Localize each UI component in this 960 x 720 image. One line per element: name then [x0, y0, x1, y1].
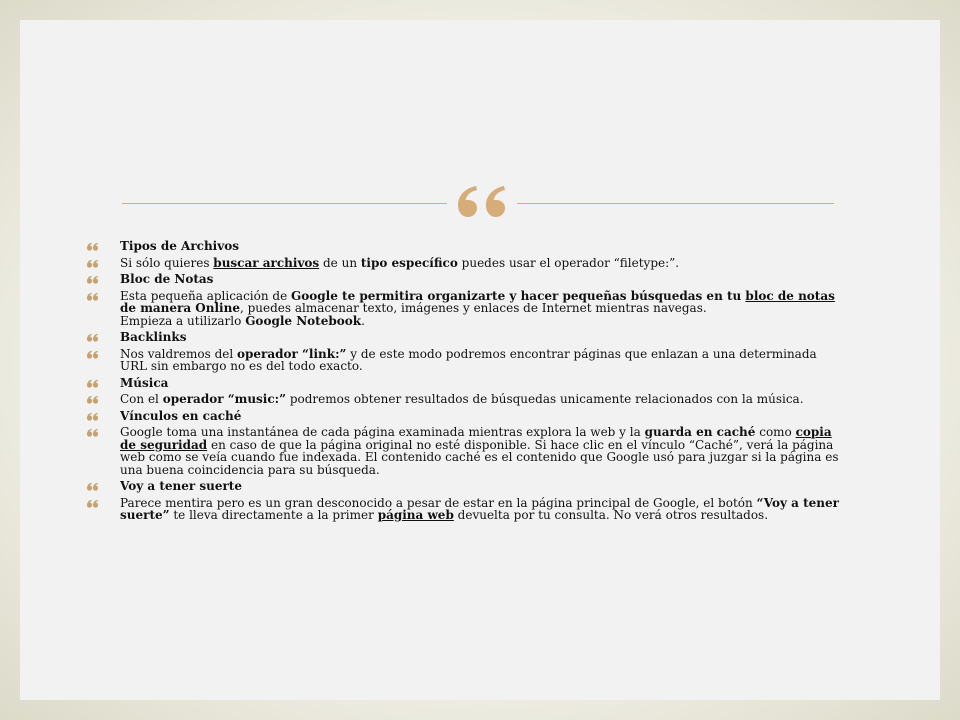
bold-text: operador “music:”: [162, 392, 287, 406]
list-item: [86, 257, 842, 270]
list-item: [86, 377, 842, 390]
link-bloc-de-notas[interactable]: bloc de notas: [745, 288, 835, 303]
list-item: [86, 410, 842, 423]
quote-bullet-icon: [86, 350, 100, 360]
list-item: [86, 426, 842, 476]
quote-bullet-icon: [86, 482, 100, 492]
text: Con el: [120, 392, 163, 406]
quote-bullet-icon: [86, 499, 100, 509]
quote-bullet-icon: [86, 292, 100, 302]
list-item: [86, 273, 842, 286]
list-item: [86, 480, 842, 493]
text: de un: [319, 255, 361, 270]
text: Esta pequeña aplicación de: [120, 288, 292, 303]
heading-bloc-de-notas: Bloc de Notas: [120, 272, 214, 286]
link-pagina-web[interactable]: página web: [377, 508, 454, 522]
heading-musica: Música: [120, 375, 169, 390]
heading-voy-a-tener-suerte: Voy a tener suerte: [120, 479, 242, 493]
bold-text: Google Notebook: [245, 313, 362, 328]
quote-logo: [447, 180, 517, 224]
text: Nos valdremos del: [120, 346, 237, 361]
text: en caso de que la página original no esté disponible. Si hace clic en el vínculo “Caché”, verá la página web como se veía cuando fue indexada. El contenido caché es el contenido que Google usó para juzgar si la página es una buena coincidencia para su búsqueda.: [120, 437, 839, 477]
list-item: [86, 290, 842, 328]
quote-bullet-icon: [86, 379, 100, 389]
link-copia-de-seguridad[interactable]: copia de seguridad: [120, 425, 832, 452]
text: devuelta por tu consulta. No verá otros resultados.: [453, 508, 769, 522]
list-item: [86, 393, 842, 406]
list-item: [86, 497, 842, 522]
quote-bullet-icon: [86, 259, 100, 269]
text: Empieza a utilizarlo: [120, 313, 246, 328]
quote-bullet-icon: [86, 428, 100, 438]
quote-bullet-icon: [86, 333, 100, 343]
heading-backlinks: Backlinks: [120, 330, 187, 344]
list-item: [86, 348, 842, 373]
text: como: [755, 425, 796, 439]
double-quote-icon: [454, 182, 510, 222]
text: puedes usar el operador “filetype:”.: [457, 255, 680, 270]
text: , puedes almacenar texto, imágenes y enlaces de Internet mientras navegas.: [239, 301, 707, 315]
bold-text: de manera Online: [120, 301, 240, 315]
link-buscar-archivos[interactable]: buscar archivos: [213, 255, 320, 270]
text: y de este modo podremos encontrar páginas que enlazan a una determinada URL sin embargo no es del todo exacto.: [120, 346, 817, 373]
bold-text: guarda en caché: [644, 425, 756, 439]
bold-text: Google te permitira organizarte y hacer pequeñas búsquedas en tu: [291, 288, 746, 303]
heading-vinculos-en-cache: Vínculos en caché: [120, 408, 242, 423]
list-item: [86, 331, 842, 344]
text: Google toma una instantánea de cada página examinada mientras explora la web y la: [120, 425, 645, 439]
text: .: [361, 313, 365, 328]
heading-tipos-de-archivos: Tipos de Archivos: [120, 239, 239, 253]
quote-bullet-icon: [86, 275, 100, 285]
bullet-list: [86, 240, 842, 526]
bold-text: “Voy a tener suerte”: [120, 495, 839, 522]
quote-bullet-icon: [86, 242, 100, 252]
text: Si sólo quieres: [120, 255, 214, 270]
bold-text: operador “link:”: [237, 346, 347, 361]
text: podremos obtener resultados de búsquedas unicamente relacionados con la música.: [286, 392, 804, 406]
quote-bullet-icon: [86, 412, 100, 422]
quote-bullet-icon: [86, 395, 100, 405]
text: Parece mentira pero es un gran desconocido a pesar de estar en la página principal de Google, el botón: [120, 495, 757, 510]
bold-text: tipo específico: [360, 255, 458, 270]
list-item: [86, 240, 842, 253]
text: te lleva directamente a la primer: [169, 508, 378, 522]
